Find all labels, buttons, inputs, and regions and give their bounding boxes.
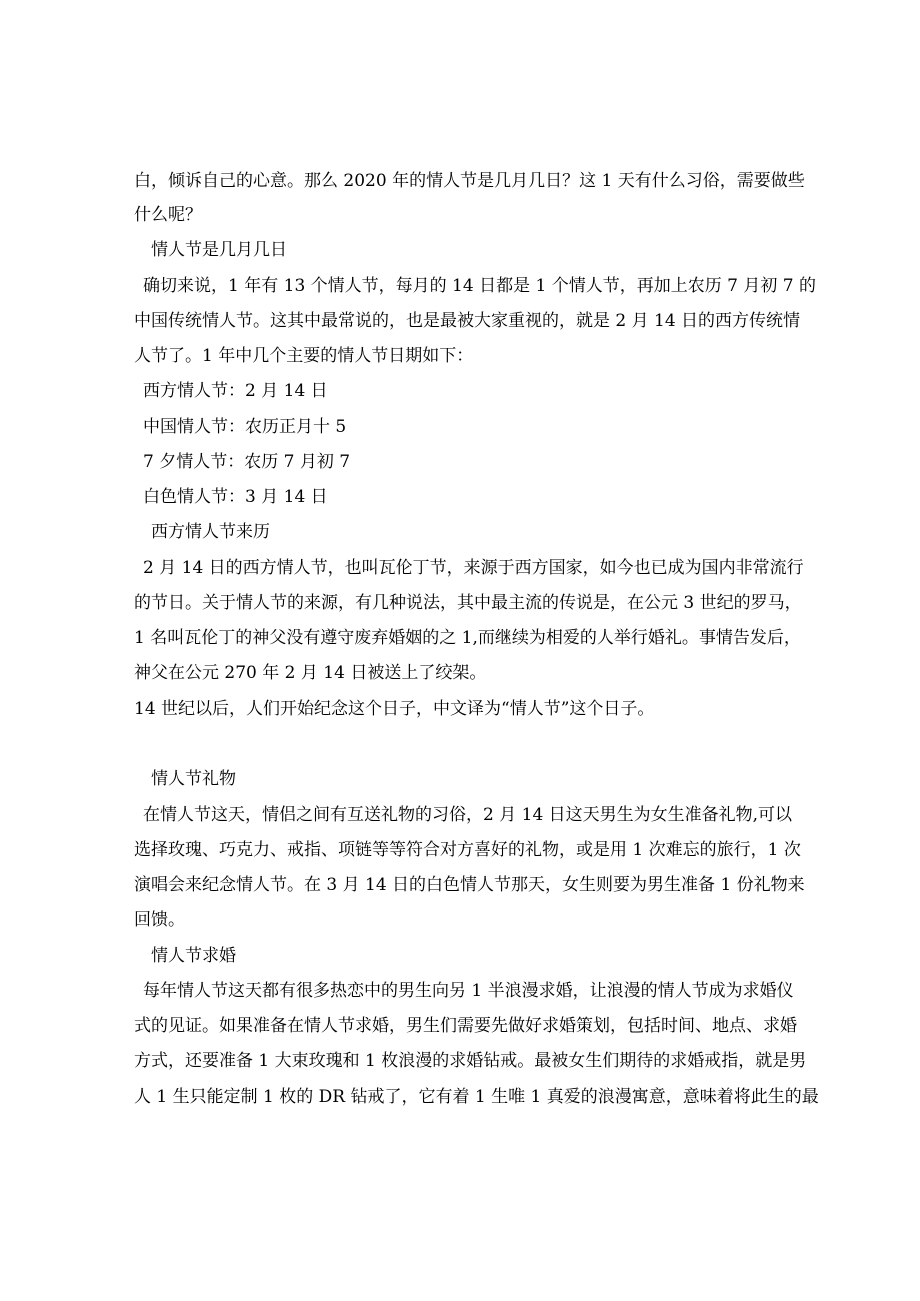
paragraph-line: 中国传统情人节。这其中最常说的，也是最被大家重视的，就是 2 月 14 日的西方传统情 xyxy=(134,311,801,331)
paragraph-line: 方式，还要准备 1 大束玫瑰和 1 枚浪漫的求婚钻戒。最被女生们期待的求婚戒指，就是男 xyxy=(134,1051,807,1071)
paragraph-line: 式的见证。如果准备在情人节求婚，男生们需要先做好求婚策划，包括时间、地点、求婚 xyxy=(134,1016,797,1036)
section-heading: 情人节是几月几日 xyxy=(151,240,287,260)
list-item: 白色情人节：3 月 14 日 xyxy=(143,487,328,507)
paragraph-line: 神父在公元 270 年 2 月 14 日被送上了绞架。 xyxy=(134,663,487,683)
paragraph-line: 14 世纪以后，人们开始纪念这个日子，中文译为“情人节”这个日子。 xyxy=(134,699,655,719)
paragraph-line: 人 1 生只能定制 1 枚的 DR 钻戒了，它有着 1 生唯 1 真爱的浪漫寓意，意味着将此生的最 xyxy=(134,1087,819,1107)
paragraph-line: 回馈。 xyxy=(134,910,185,930)
paragraph-line: 演唱会来纪念情人节。在 3 月 14 日的白色情人节那天，女生则要为男生准备 1 份礼物来 xyxy=(134,875,805,895)
list-item: 7 夕情人节：农历 7 月初 7 xyxy=(143,452,351,472)
section-heading: 情人节求婚 xyxy=(151,946,236,966)
list-item: 中国情人节：农历正月十 5 xyxy=(143,417,347,437)
paragraph-line: 选择玫瑰、巧克力、戒指、项链等等符合对方喜好的礼物，或是用 1 次难忘的旅行，1 次 xyxy=(134,840,801,860)
list-item: 西方情人节：2 月 14 日 xyxy=(143,381,328,401)
section-heading: 西方情人节来历 xyxy=(151,522,270,542)
paragraph-line: 什么呢？ xyxy=(134,205,202,225)
paragraph-line: 在情人节这天，情侣之间有互送礼物的习俗，2 月 14 日这天男生为女生准备礼物,可以 xyxy=(143,805,793,825)
paragraph-line: 每年情人节这天都有很多热恋中的男生向另 1 半浪漫求婚，让浪漫的情人节成为求婚仪 xyxy=(143,981,794,1001)
paragraph-line: 确切来说，1 年有 13 个情人节，每月的 14 日都是 1 个情人节，再加上农历 7 月初 7 的 xyxy=(143,276,816,296)
paragraph-line: 2 月 14 日的西方情人节，也叫瓦伦丁节，来源于西方国家，如今也已成为国内非常流行 xyxy=(143,558,804,578)
paragraph-line: 的节日。关于情人节的来源，有几种说法，其中最主流的传说是，在公元 3 世纪的罗马， xyxy=(134,593,802,613)
section-heading: 情人节礼物 xyxy=(151,769,236,789)
paragraph-line: 白，倾诉自己的心意。那么 2020 年的情人节是几月几日？这 1 天有什么习俗，需要做些 xyxy=(134,171,805,191)
paragraph-line: 1 名叫瓦伦丁的神父没有遵守废弃婚姻的之 1,而继续为相爱的人举行婚礼。事情告发后， xyxy=(134,628,801,648)
paragraph-line: 人节了。1 年中几个主要的情人节日期如下： xyxy=(134,346,474,366)
